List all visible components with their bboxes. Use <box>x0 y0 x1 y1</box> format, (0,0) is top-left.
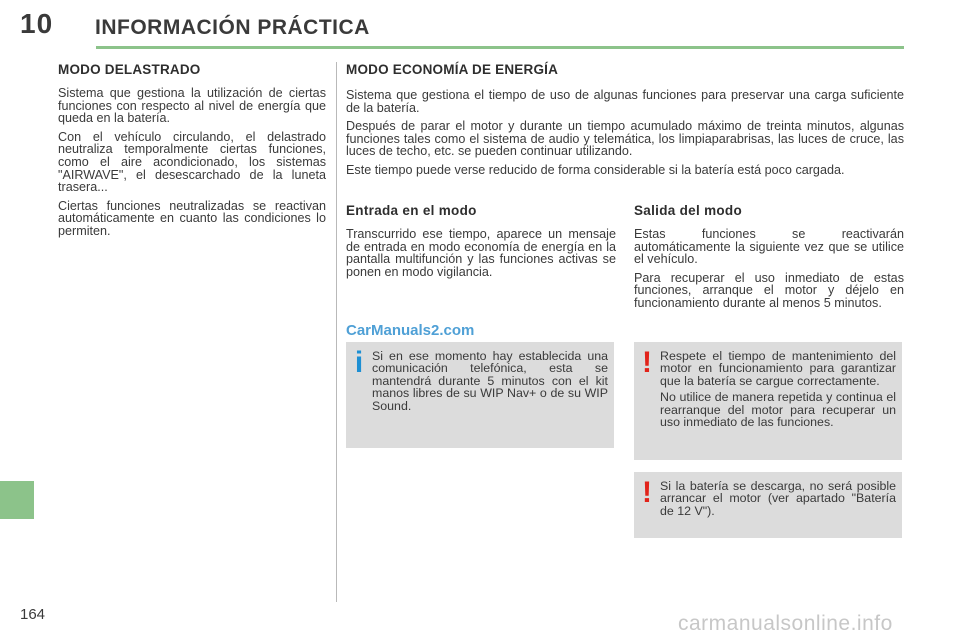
subsection-heading: Entrada en el modo <box>346 203 477 218</box>
section-modo-delastrado <box>58 62 326 244</box>
section-modo-economia <box>346 62 904 183</box>
warning-icon: ! <box>642 476 652 509</box>
page-title: INFORMACIÓN PRÁCTICA <box>95 16 370 39</box>
section-heading: MODO ECONOMÍA DE ENERGÍA <box>346 62 559 77</box>
info-icon: i <box>354 346 364 379</box>
paragraph: Si en ese momento hay establecida una comunicación telefónica, esta se mantendrá durante 5 minutos con el kit manos libres de su WIP Nav+ o de su WIP Sound. <box>372 349 608 413</box>
chapter-side-tab <box>0 481 34 519</box>
warning-note <box>634 342 902 460</box>
paragraph: Después de parar el motor y durante un tiempo acumulado máximo de treinta minutos, algunas funciones tales como el sistema de audio y telemática, los limpiaparabrisas, las luces de cruce, las luces de techo, etc. se pueden continuar utilizando. <box>346 119 904 159</box>
subsection-entrada <box>346 203 616 284</box>
info-note <box>346 342 614 448</box>
column-divider <box>336 62 337 602</box>
paragraph: Sistema que gestiona el tiempo de uso de algunas funciones para preservar una carga suficiente de la batería. <box>346 88 904 115</box>
paragraph: Sistema que gestiona la utilización de ciertas funciones con respecto al nivel de energía que queda en la batería. <box>58 86 326 126</box>
paragraph: Transcurrido ese tiempo, aparece un mensaje de entrada en modo economía de energía en la pantalla multifunción y las funciones activas se ponen en modo vigilancia. <box>346 227 616 279</box>
paragraph: Respete el tiempo de mantenimiento del motor en funcionamiento para garantizar que la batería se cargue correctamente. <box>660 349 896 388</box>
paragraph: Este tiempo puede verse reducido de forma considerable si la batería está poco cargada. <box>346 162 845 177</box>
watermark-carmanuals2[interactable]: CarManuals2.com <box>346 322 475 339</box>
title-rule <box>96 46 904 49</box>
paragraph: No utilice de manera repetida y continua el rearranque del motor para recuperar un uso inmediato de las funciones. <box>660 390 896 430</box>
paragraph: Si la batería se descarga, no será posible arrancar el motor (ver apartado "Batería de 12 V"). <box>660 479 896 518</box>
subsection-heading: Salida del modo <box>634 203 743 218</box>
warning-icon: ! <box>642 346 652 379</box>
warning-note <box>634 472 902 538</box>
page-number: 164 <box>20 606 46 623</box>
paragraph: Con el vehículo circulando, el delastrado neutraliza temporalmente ciertas funciones, como el aire acondicionado, los sistemas "AIRWAVE", el desescarchado de la luneta trasera... <box>58 129 326 195</box>
note-text <box>372 350 608 416</box>
paragraph: Para recuperar el uso inmediato de estas funciones, arranque el motor y déjelo en funcionamiento durante al menos 5 minutos. <box>634 270 904 310</box>
section-heading: MODO DELASTRADO <box>58 62 201 77</box>
note-text <box>660 350 896 432</box>
chapter-number: 10 <box>20 8 54 39</box>
paragraph: Ciertas funciones neutralizadas se reactivan automáticamente en cuanto las condiciones lo permiten. <box>58 198 326 238</box>
subsection-salida <box>634 203 904 316</box>
note-text <box>660 480 896 521</box>
watermark-carmanualsonline[interactable]: carmanualsonline.info <box>678 612 893 635</box>
paragraph: Estas funciones se reactivarán automáticamente la siguiente vez que se utilice el vehículo. <box>634 227 904 267</box>
